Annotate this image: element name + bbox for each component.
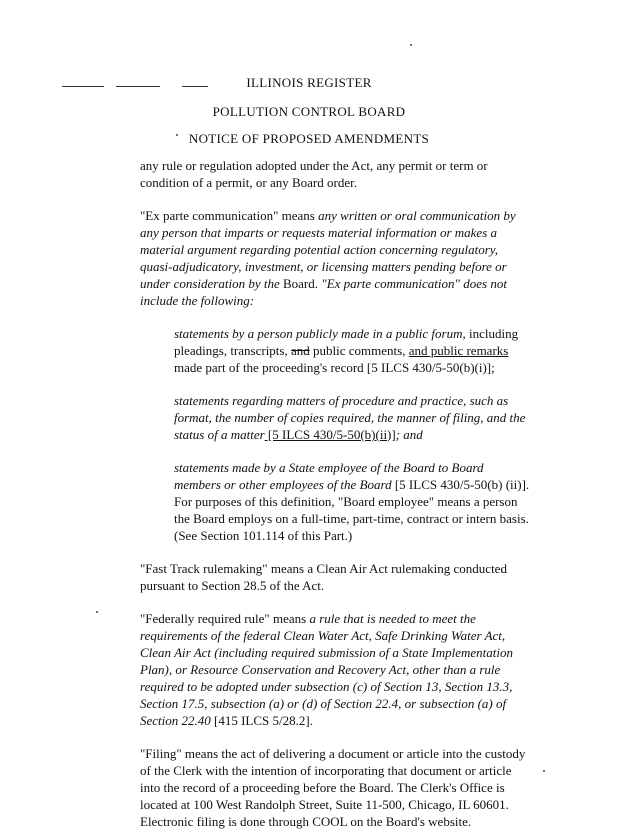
continued-paragraph: any rule or regulation adopted under the Act, any permit or term or condition of a permit, or any Board order.: [140, 158, 488, 190]
board-title: POLLUTION CONTROL BOARD: [212, 104, 406, 119]
scan-speck: [96, 611, 98, 613]
exclusion-item-2: statements regarding matters of procedure and practice, such as format, the number of copies required, the manner of filing, and the status of a matter [5 ILCS 430/5-50(b)(ii)]; and: [174, 393, 526, 442]
document-body: [140, 157, 532, 830]
exclusion-item-1: statements by a person publicly made in a public forum, including pleadings, transcripts, and public comments, and public remarks made part of the proceeding's record [5 ILCS 430/5-50(b)(i)];: [174, 326, 519, 375]
scan-speck: [543, 770, 545, 772]
scan-speck: [410, 44, 412, 46]
fast-track-definition: "Fast Track rulemaking" means a Clean Air Act rulemaking conducted pursuant to Section 28.5 of the Act.: [140, 561, 507, 593]
register-title: ILLINOIS REGISTER: [246, 75, 372, 90]
exclusion-item-3: statements made by a State employee of the Board to Board members or other employees of the Board [5 ILCS 430/5-50(b) (ii)]. For purposes of this definition, "Board employee" means a person the Board employs on a full-time, part-time, contract or intern basis. (See Section 101.114 of this Part.): [174, 460, 530, 543]
ex-parte-definition: "Ex parte communication" means any written or oral communication by any person that imparts or requests material information or makes a material argument regarding potential action concerning regulatory, quasi-adjudicatory, investment, or licensing matters pending before or under consideration by the Board. "Ex parte communication" does not include the following:: [140, 208, 516, 308]
federally-required-definition: "Federally required rule" means a rule that is needed to meet the requirements of the federal Clean Water Act, Safe Drinking Water Act, Clean Air Act (including required submission of a State Implementation Plan), or Resource Conservation and Recovery Act, other than a rule required to be adopted under subsection (c) of Section 13, Section 13.3, Section 17.5, subsection (a) or (d) of Section 22.4, or subsection (a) of Section 22.40 [415 ILCS 5/28.2].: [140, 611, 513, 728]
filing-definition: "Filing" means the act of delivering a document or article into the custody of the Clerk with the intention of incorporating that document or article into the record of a proceeding before the Board. The Clerk's Office is located at 100 West Randolph Street, Suite 11-500, Chicago, IL 60601. Electronic filing is done through COOL on the Board's website.: [140, 746, 526, 829]
notice-title: NOTICE OF PROPOSED AMENDMENTS: [188, 131, 430, 146]
